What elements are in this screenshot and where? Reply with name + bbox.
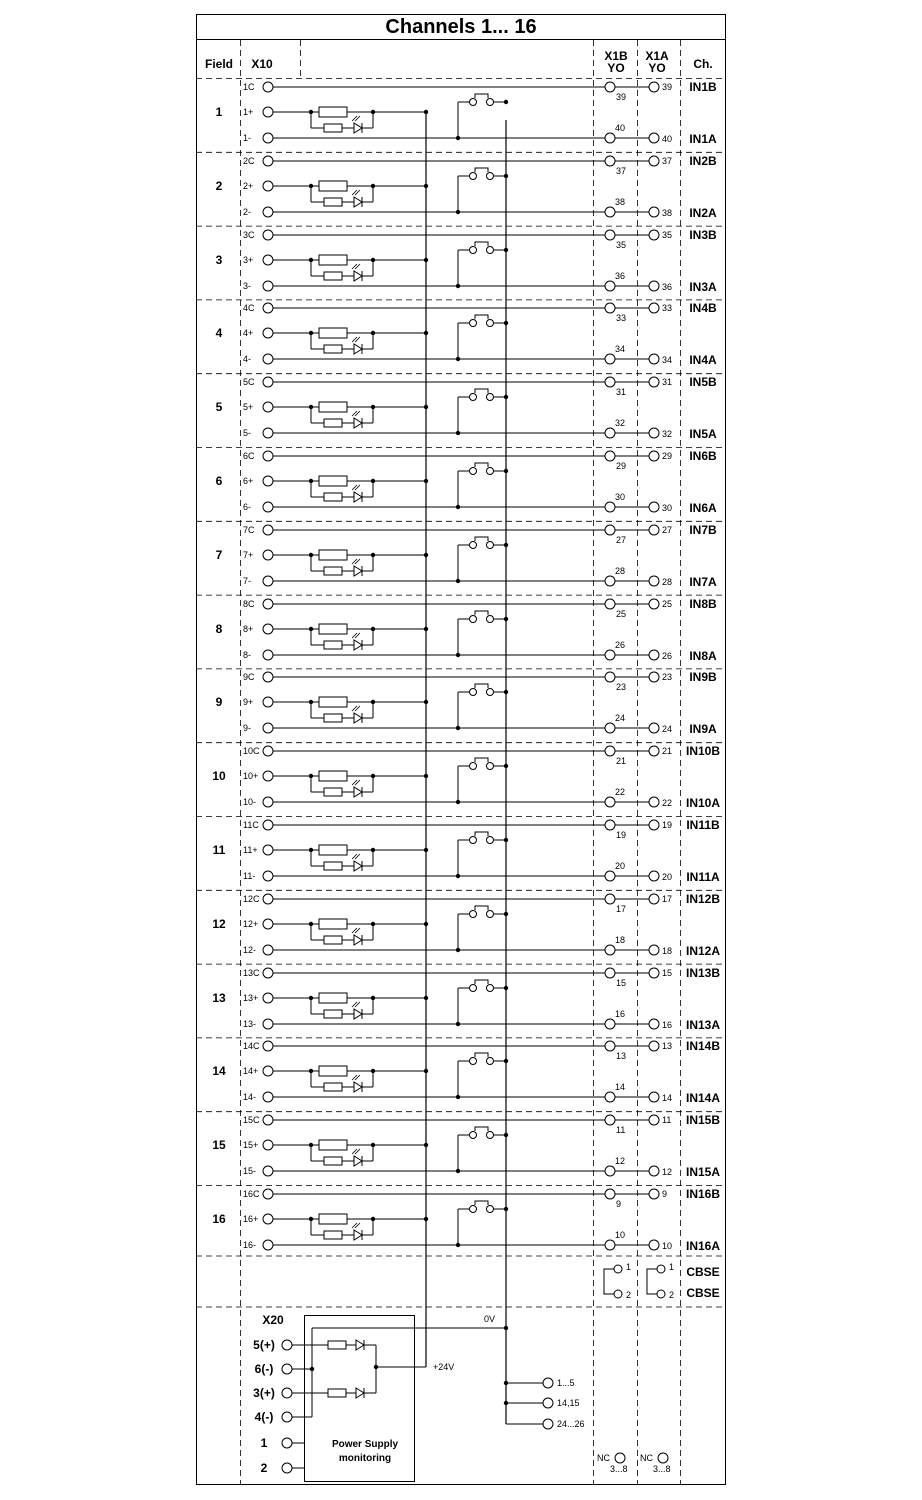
header-x1a-line2: YO <box>648 61 666 75</box>
channel-b-label: IN10B <box>685 744 721 758</box>
x1b-b-pin: 33 <box>616 313 627 323</box>
channel-wiring <box>263 599 659 660</box>
field-number: 10 <box>212 769 226 783</box>
terminal-plus-label: 7+ <box>243 550 254 560</box>
terminal-minus-label: 14- <box>243 1092 257 1102</box>
output-14-15: 14,15 <box>557 1398 580 1408</box>
terminal-c-label: 8C <box>243 599 255 609</box>
terminal-plus-label: 10+ <box>243 771 259 781</box>
x20-terminals <box>253 1338 275 1475</box>
x1b-a-pin: 20 <box>615 861 626 871</box>
x1a-b-pin: 31 <box>662 377 673 387</box>
x1a-a-pin: 26 <box>662 651 673 661</box>
terminal-minus-label: 2- <box>243 207 252 217</box>
x1b-a-pin: 32 <box>615 418 626 428</box>
x1b-b-pin: 25 <box>616 609 627 619</box>
channel-wiring <box>263 451 659 512</box>
nc-label-x1b: NC <box>597 1453 610 1463</box>
junction-dots <box>309 912 508 952</box>
terminal-minus-label: 7- <box>243 576 252 586</box>
terminal-minus-label: 16- <box>243 1240 257 1250</box>
x1a-b-pin: 37 <box>662 156 673 166</box>
terminal-plus-label: 16+ <box>243 1214 259 1224</box>
x1a-a-pin: 12 <box>662 1167 673 1177</box>
cbse-x1a-pin1: 1 <box>669 1262 675 1272</box>
cbse-label-1: CBSE <box>686 1265 720 1279</box>
terminal-c-label: 15C <box>243 1115 260 1125</box>
plus24-label: +24V <box>433 1362 455 1372</box>
terminal-c-label: 9C <box>243 672 255 682</box>
terminal-minus-label: 11- <box>243 871 256 881</box>
x1b-b-pin: 35 <box>616 240 627 250</box>
channel-row <box>196 1112 726 1179</box>
x1b-a-pin: 22 <box>615 787 626 797</box>
header-x1a-line1: X1A <box>645 49 669 63</box>
terminal-plus-label: 8+ <box>243 624 254 634</box>
x1a-a-pin: 14 <box>662 1093 673 1103</box>
diagram-title: Channels 1... 16 <box>385 16 537 38</box>
cbse-x1b-pin1: 1 <box>626 1262 632 1272</box>
channel-row <box>196 743 726 810</box>
field-number: 16 <box>212 1212 226 1226</box>
x1b-a-pin: 38 <box>615 197 626 207</box>
x1b-a-pin: 16 <box>615 1009 626 1019</box>
field-number: 9 <box>215 695 223 709</box>
channel-b-label: IN8B <box>689 597 717 611</box>
terminal-plus-label: 11+ <box>243 845 258 855</box>
field-number: 11 <box>212 843 226 857</box>
terminal-c-label: 16C <box>243 1189 260 1199</box>
x1a-b-pin: 13 <box>662 1041 673 1051</box>
channel-a-label: IN15A <box>685 1165 721 1179</box>
terminal-minus-label: 5- <box>243 428 252 438</box>
terminal-minus-label: 8- <box>243 650 252 660</box>
header-field: Field <box>204 57 234 71</box>
field-number: 4 <box>215 326 223 340</box>
terminal-plus-label: 5+ <box>243 402 254 412</box>
x1b-b-pin: 17 <box>616 904 627 914</box>
x20-terminal-5plus: 5(+) <box>253 1338 275 1352</box>
x1a-a-pin: 22 <box>662 798 673 808</box>
header-ch: Ch. <box>693 57 713 71</box>
junction-dots <box>309 617 508 657</box>
x1b-b-pin: 37 <box>616 166 627 176</box>
x1a-a-pin: 20 <box>662 872 673 882</box>
field-number: 5 <box>215 400 223 414</box>
terminal-plus-label: 9+ <box>243 697 254 707</box>
channel-b-label: IN4B <box>689 301 717 315</box>
junction-dots <box>309 1059 508 1099</box>
junction-dots <box>309 321 508 361</box>
channel-b-label: IN2B <box>689 154 717 168</box>
channel-wiring <box>263 525 659 586</box>
channel-a-label: IN5A <box>689 427 717 441</box>
junction-dots <box>309 986 508 1026</box>
x1b-a-pin: 36 <box>615 271 626 281</box>
x1a-b-pin: 15 <box>662 968 673 978</box>
junction-dots <box>309 838 508 878</box>
channel-row <box>196 669 726 736</box>
terminal-minus-label: 15- <box>243 1166 257 1176</box>
terminal-c-label: 11C <box>243 820 259 830</box>
x1a-a-pin: 16 <box>662 1020 673 1030</box>
nc-range-x1a: 3...8 <box>653 1464 671 1474</box>
terminal-plus-label: 14+ <box>243 1066 259 1076</box>
cbse-x1b-pin2: 2 <box>626 1290 632 1300</box>
x20-terminal-2: 2 <box>260 1461 268 1475</box>
x20-wiring <box>282 1328 668 1473</box>
channel-wiring <box>263 820 659 881</box>
cbse-contacts <box>604 1265 665 1298</box>
x1a-a-pin: 32 <box>662 429 673 439</box>
terminal-minus-label: 13- <box>243 1019 257 1029</box>
field-number: 12 <box>212 917 226 931</box>
x1a-a-pin: 10 <box>662 1241 673 1251</box>
channel-a-label: IN11A <box>686 870 720 884</box>
x1a-b-pin: 35 <box>662 230 673 240</box>
channel-b-label: IN15B <box>685 1113 721 1127</box>
x1a-b-pin: 33 <box>662 303 673 313</box>
terminal-c-label: 6C <box>243 451 255 461</box>
channel-a-label: IN4A <box>689 353 717 367</box>
channel-row <box>196 79 726 147</box>
x1b-b-pin: 15 <box>616 978 627 988</box>
junction-dots <box>309 100 508 140</box>
x1b-b-pin: 23 <box>616 682 627 692</box>
terminal-c-label: 12C <box>243 894 260 904</box>
channel-wiring <box>263 968 659 1029</box>
x1b-a-pin: 40 <box>615 123 626 133</box>
header-x10: X10 <box>251 57 273 71</box>
field-number: 8 <box>215 622 223 636</box>
channel-wiring <box>263 1115 659 1176</box>
x20-terminal-6minus: 6(-) <box>254 1362 274 1376</box>
channel-row <box>196 890 726 958</box>
channel-row <box>196 1038 726 1105</box>
channel-wiring <box>263 1041 659 1102</box>
terminal-minus-label: 10- <box>243 797 257 807</box>
x1b-a-pin: 28 <box>615 566 626 576</box>
junction-dots <box>309 174 508 214</box>
channel-b-label: IN6B <box>689 449 717 463</box>
x1b-a-pin: 26 <box>615 640 626 650</box>
terminal-c-label: 2C <box>243 156 255 166</box>
channel-a-label: IN10A <box>685 796 721 810</box>
channel-wiring <box>263 746 659 807</box>
x1a-a-pin: 38 <box>662 208 673 218</box>
zero-v-label: 0V <box>484 1314 496 1324</box>
channel-b-label: IN13B <box>685 966 721 980</box>
x1b-a-pin: 12 <box>615 1156 626 1166</box>
channel-a-label: IN3A <box>689 280 717 294</box>
terminal-c-label: 13C <box>243 968 260 978</box>
junction-dots <box>309 690 508 730</box>
field-number: 13 <box>212 991 226 1005</box>
terminal-minus-label: 1- <box>243 133 252 143</box>
field-number: 1 <box>215 105 223 119</box>
terminal-plus-label: 1+ <box>243 107 254 117</box>
channel-row <box>196 448 726 516</box>
channel-b-label: IN14B <box>685 1039 721 1053</box>
channel-wiring <box>263 230 659 291</box>
channel-a-label: IN1A <box>689 132 717 146</box>
junction-dots <box>309 764 508 804</box>
channel-b-label: IN1B <box>689 80 717 94</box>
terminal-minus-label: 9- <box>243 723 252 733</box>
channel-row <box>196 817 726 885</box>
channel-b-label: IN16B <box>685 1187 721 1201</box>
terminal-plus-label: 13+ <box>243 993 259 1003</box>
junction-dots <box>309 543 508 583</box>
x1b-b-pin: 31 <box>616 387 627 397</box>
channel-row <box>196 964 726 1032</box>
x1b-a-pin: 18 <box>615 935 626 945</box>
channel-b-label: IN3B <box>689 228 717 242</box>
header-x1b-line1: X1B <box>604 49 628 63</box>
terminal-minus-label: 3- <box>243 281 252 291</box>
x20-title: X20 <box>262 1313 284 1327</box>
terminal-plus-label: 15+ <box>243 1140 259 1150</box>
terminal-c-label: 1C <box>243 82 255 92</box>
channel-row <box>196 521 726 589</box>
terminal-minus-label: 6- <box>243 502 252 512</box>
power-supply-label-1: Power Supply <box>331 1439 399 1450</box>
terminal-c-label: 4C <box>243 303 255 313</box>
terminal-minus-label: 12- <box>243 945 257 955</box>
channel-wiring <box>263 156 659 217</box>
junction-dots <box>309 1207 508 1247</box>
nc-range-x1b: 3...8 <box>610 1464 628 1474</box>
x1a-b-pin: 21 <box>662 746 673 756</box>
channel-wiring <box>263 303 659 364</box>
terminal-plus-label: 4+ <box>243 328 254 338</box>
x1a-a-pin: 18 <box>662 946 673 956</box>
terminal-plus-label: 2+ <box>243 181 254 191</box>
x1a-a-pin: 34 <box>662 355 673 365</box>
junction-dots <box>309 1133 508 1173</box>
channel-row <box>196 1186 726 1254</box>
x1a-b-pin: 23 <box>662 672 673 682</box>
x1b-a-pin: 10 <box>615 1230 626 1240</box>
channel-b-label: IN7B <box>689 523 717 537</box>
channel-a-label: IN14A <box>685 1091 721 1105</box>
channel-b-label: IN12B <box>685 892 721 906</box>
channel-rows <box>196 79 726 1254</box>
output-24-26: 24...26 <box>557 1419 585 1429</box>
terminal-plus-label: 12+ <box>243 919 259 929</box>
cbse-label-2: CBSE <box>686 1286 720 1300</box>
field-number: 7 <box>215 548 223 562</box>
x1b-b-pin: 9 <box>616 1199 622 1209</box>
channel-wiring <box>263 672 659 733</box>
channel-a-label: IN6A <box>689 501 717 515</box>
channel-b-label: IN5B <box>689 375 717 389</box>
x20-terminal-4minus: 4(-) <box>254 1410 274 1424</box>
x1b-b-pin: 39 <box>616 92 627 102</box>
channel-row <box>196 152 726 220</box>
field-number: 14 <box>212 1064 226 1078</box>
x1a-a-pin: 24 <box>662 724 673 734</box>
x20-terminal-3plus: 3(+) <box>253 1386 275 1400</box>
x1b-b-pin: 13 <box>616 1051 627 1061</box>
channel-row <box>196 374 726 441</box>
field-number: 15 <box>212 1138 226 1152</box>
field-number: 6 <box>215 474 223 488</box>
terminal-plus-label: 6+ <box>243 476 254 486</box>
terminal-plus-label: 3+ <box>243 255 254 265</box>
field-number: 2 <box>215 179 223 193</box>
channel-wiring <box>263 377 659 438</box>
x1b-b-pin: 21 <box>616 756 627 766</box>
channel-wiring <box>263 82 659 143</box>
cbse-x1a-pin2: 2 <box>669 1290 675 1300</box>
channel-wiring <box>263 894 659 955</box>
nc-label-x1a: NC <box>640 1453 653 1463</box>
channel-row <box>196 300 726 367</box>
x20-terminal-1: 1 <box>260 1436 268 1450</box>
x1a-a-pin: 40 <box>662 134 673 144</box>
terminal-c-label: 10C <box>243 746 260 756</box>
x1b-b-pin: 27 <box>616 535 627 545</box>
x1b-b-pin: 29 <box>616 461 627 471</box>
power-supply-label-2: monitoring <box>338 1453 392 1464</box>
junction-dots <box>309 469 508 509</box>
terminal-c-label: 5C <box>243 377 255 387</box>
x1b-a-pin: 34 <box>615 344 626 354</box>
channel-a-label: IN8A <box>689 649 717 663</box>
channel-a-label: IN16A <box>685 1239 721 1253</box>
junction-dots <box>309 248 508 288</box>
x1b-a-pin: 14 <box>615 1082 626 1092</box>
channel-b-label: IN9B <box>689 670 717 684</box>
terminal-c-label: 14C <box>243 1041 260 1051</box>
x1a-b-pin: 11 <box>662 1115 672 1125</box>
x1a-b-pin: 39 <box>662 82 673 92</box>
x1a-b-pin: 17 <box>662 894 673 904</box>
channel-a-label: IN13A <box>685 1018 721 1032</box>
channel-a-label: IN9A <box>689 722 717 736</box>
x1b-a-pin: 24 <box>615 713 626 723</box>
channel-a-label: IN12A <box>685 944 721 958</box>
x1a-a-pin: 28 <box>662 577 673 587</box>
junction-dots <box>309 395 508 435</box>
channel-row <box>196 595 726 663</box>
channel-a-label: IN7A <box>689 575 717 589</box>
header-x1b-line2: YO <box>607 61 625 75</box>
x1a-b-pin: 9 <box>662 1189 668 1199</box>
x1a-b-pin: 29 <box>662 451 673 461</box>
channel-row <box>196 226 726 294</box>
terminal-c-label: 3C <box>243 230 255 240</box>
x1a-b-pin: 27 <box>662 525 673 535</box>
output-1-5: 1...5 <box>557 1378 575 1388</box>
field-number: 3 <box>215 253 223 267</box>
terminal-minus-label: 4- <box>243 354 252 364</box>
x1b-a-pin: 30 <box>615 492 626 502</box>
terminal-c-label: 7C <box>243 525 255 535</box>
channel-b-label: IN11B <box>686 818 720 832</box>
x1a-a-pin: 30 <box>662 503 673 513</box>
channel-a-label: IN2A <box>689 206 717 220</box>
x1a-b-pin: 19 <box>662 820 673 830</box>
channel-wiring <box>263 1189 659 1250</box>
x1a-a-pin: 36 <box>662 282 673 292</box>
x1b-b-pin: 11 <box>616 1125 626 1135</box>
x1b-b-pin: 19 <box>616 830 627 840</box>
x1a-b-pin: 25 <box>662 599 673 609</box>
